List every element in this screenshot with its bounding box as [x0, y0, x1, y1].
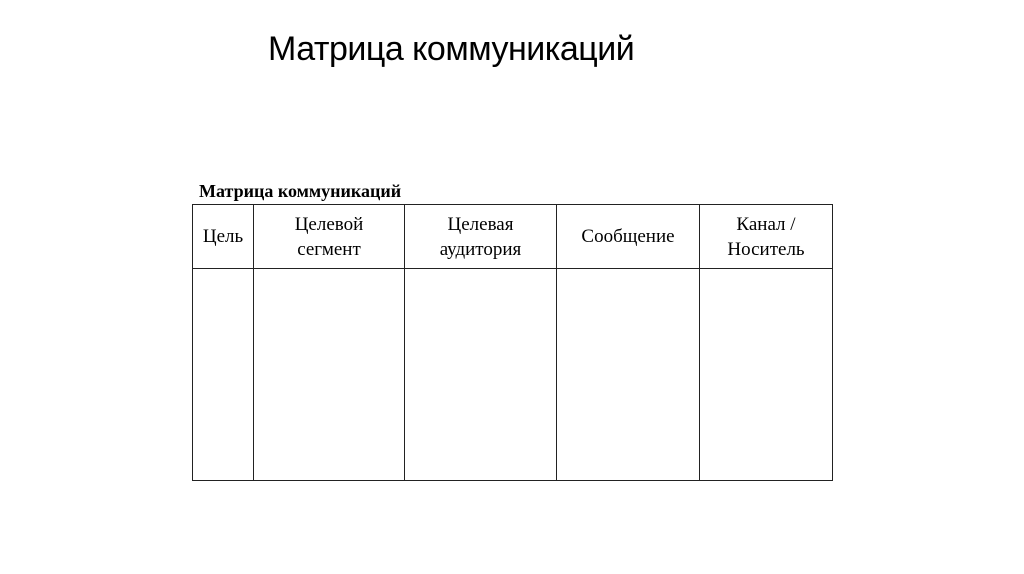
column-header-label: Цель	[202, 226, 244, 247]
table-header-row	[193, 205, 833, 269]
column-header-label: Сообщение	[581, 226, 675, 247]
table-cell-goal	[193, 269, 254, 481]
column-header-label: сегмент	[297, 238, 361, 260]
table-caption: Матрица коммуникаций	[199, 181, 402, 201]
column-header-label: Целевая	[447, 213, 514, 235]
table-cell-target-segment	[254, 269, 405, 481]
slide-title: Матрица коммуникаций	[268, 30, 635, 68]
column-header-label: аудитория	[439, 238, 522, 260]
column-header-message	[557, 205, 700, 269]
column-header-label: Целевой	[294, 213, 364, 235]
table-row	[193, 269, 833, 481]
column-header-target-segment	[254, 205, 405, 269]
communication-matrix-table	[192, 204, 833, 481]
column-header-target-audience	[405, 205, 557, 269]
column-header-label: Канал /	[736, 213, 796, 235]
table-cell-message	[557, 269, 700, 481]
column-header-label: Носитель	[727, 238, 805, 260]
column-header-goal	[193, 205, 254, 269]
table-cell-channel	[700, 269, 833, 481]
table-cell-target-audience	[405, 269, 557, 481]
column-header-channel	[700, 205, 833, 269]
